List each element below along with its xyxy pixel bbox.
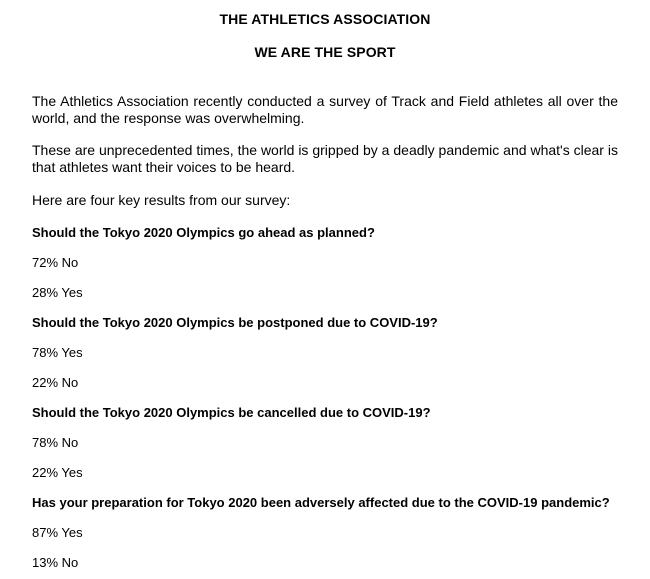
- survey-answer-3a: 78% No: [32, 435, 79, 450]
- survey-question-1: Should the Tokyo 2020 Olympics go ahead as planned?: [32, 225, 375, 240]
- survey-answer-1a: 72% No: [32, 255, 79, 270]
- survey-answer-2b: 22% No: [32, 375, 79, 390]
- survey-answer-4b: 13% No: [32, 555, 79, 570]
- intro-paragraph-3: Here are four key results from our survey:: [32, 192, 291, 208]
- document-subtitle: WE ARE THE SPORT: [254, 44, 396, 60]
- survey-answer-4a: 87% Yes: [32, 525, 83, 540]
- survey-answer-1b: 28% Yes: [32, 285, 83, 300]
- intro-paragraph-2: These are unprecedented times, the world is gripped by a deadly pandemic and what's clear is that athletes want their voices to be heard.: [32, 142, 618, 175]
- survey-question-3: Should the Tokyo 2020 Olympics be cancelled due to COVID-19?: [32, 405, 431, 420]
- survey-answer-2a: 78% Yes: [32, 345, 83, 360]
- survey-answer-3b: 22% Yes: [32, 465, 83, 480]
- survey-question-4: Has your preparation for Tokyo 2020 been adversely affected due to the COVID-19 pandemic?: [32, 495, 610, 510]
- document-title: THE ATHLETICS ASSOCIATION: [219, 11, 431, 27]
- intro-paragraph-1: The Athletics Association recently conducted a survey of Track and Field athletes all over the world, and the response was overwhelming.: [32, 93, 618, 126]
- survey-question-2: Should the Tokyo 2020 Olympics be postponed due to COVID-19?: [32, 315, 438, 330]
